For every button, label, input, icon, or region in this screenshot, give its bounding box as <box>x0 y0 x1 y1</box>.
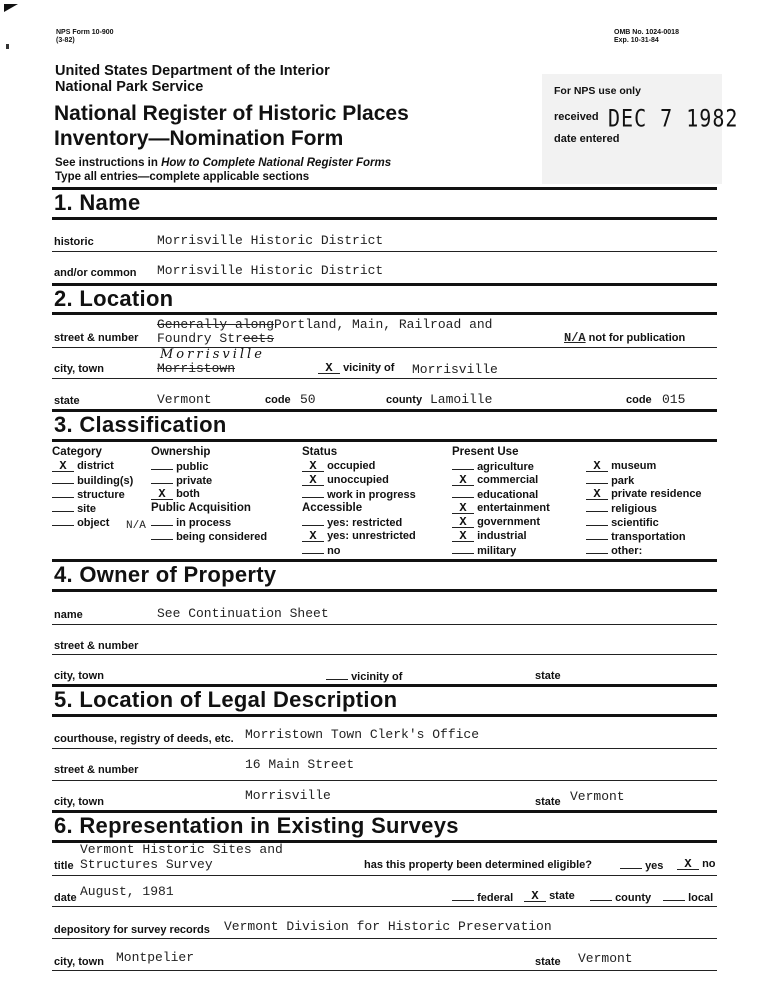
present-use-mark <box>586 543 608 554</box>
depository-label: depository for survey records <box>54 924 210 936</box>
public-acquisition-title: Public Acquisition <box>151 502 251 514</box>
category-item <box>52 515 133 529</box>
courthouse-line <box>52 748 717 749</box>
eligible-no <box>677 858 716 870</box>
owner-city-label: city, town <box>54 670 104 682</box>
status-group <box>302 445 416 557</box>
present-use-item <box>586 515 702 529</box>
ownership-mark <box>151 473 173 484</box>
present-use-mark <box>586 529 608 540</box>
accessible-label: no <box>327 545 341 557</box>
owner-name-label: name <box>54 609 83 621</box>
owner-vicinity-mark <box>326 669 348 680</box>
registry-street-value: 16 Main Street <box>245 757 355 772</box>
street-struck-text: Generally along <box>157 317 275 332</box>
present-use-label: industrial <box>477 530 527 542</box>
ownership-label: public <box>176 461 209 473</box>
survey-title-line2: Structures Survey <box>80 857 213 872</box>
status-item <box>302 487 416 501</box>
category-mark <box>52 473 74 484</box>
date-entered-label: date entered <box>554 133 620 145</box>
historic-value: Morrisville Historic District <box>157 233 384 248</box>
survey-date-line <box>52 906 717 907</box>
state-code-value: 50 <box>300 392 316 407</box>
instructions-line2: Type all entries—complete applicable sections <box>55 171 310 183</box>
category-item <box>52 473 133 487</box>
common-name-value: Morrisville Historic District <box>157 263 384 278</box>
survey-local <box>663 890 713 904</box>
scan-corner-mark <box>4 4 18 12</box>
present-use-mark: X <box>452 517 474 528</box>
present-use-label: commercial <box>477 474 539 486</box>
present-use-item <box>452 543 550 557</box>
survey-state <box>524 890 575 902</box>
category-item <box>52 487 133 501</box>
city-handwritten: Morrisville <box>160 347 265 362</box>
nps-use-title: For NPS use only <box>554 85 641 97</box>
present-use-item <box>586 487 702 501</box>
owner-state-label: state <box>535 670 561 682</box>
present-use-item <box>586 459 702 473</box>
street-struck-text-2: eets <box>242 331 275 346</box>
present-use-item <box>452 487 550 501</box>
survey-city-label: city, town <box>54 956 104 968</box>
present-use-label: agriculture <box>477 461 534 473</box>
ownership-label: private <box>176 475 213 487</box>
section5-header: 5. Location of Legal Description <box>54 687 398 712</box>
not-for-publication <box>564 331 685 345</box>
category-label: structure <box>77 489 125 501</box>
depository-value: Vermont Division for Historic Preservation <box>224 919 552 934</box>
federal-mark <box>452 890 474 901</box>
instructions-guide-title: How to Complete National Register Forms <box>161 157 392 169</box>
vicinity-value: Morrisville <box>412 362 498 377</box>
section3-header-rule <box>52 439 717 442</box>
common-name-label: and/or common <box>54 267 137 279</box>
local-level-mark <box>663 890 685 901</box>
section2-header-rule <box>52 312 717 315</box>
city-struck-text <box>157 361 235 376</box>
county-level-label: county <box>615 892 652 904</box>
accessible-item <box>302 543 416 557</box>
category-item <box>52 501 133 515</box>
present-use-group-1 <box>452 445 550 557</box>
state-label: state <box>54 395 80 407</box>
state-level-label: state <box>549 890 575 902</box>
category-item <box>52 459 133 473</box>
instructions-line1 <box>55 157 391 169</box>
city-label: city, town <box>54 363 104 375</box>
present-use-mark <box>452 487 474 498</box>
county-code-value: 015 <box>662 392 686 407</box>
registry-city-value: Morrisville <box>245 788 331 803</box>
present-use-group-2 <box>586 459 702 557</box>
depository-line <box>52 938 717 939</box>
vicinity-label: vicinity of <box>343 362 395 374</box>
street-value-1: Portland, Main, Railroad and <box>274 317 493 332</box>
survey-city-value: Montpelier <box>116 950 195 965</box>
ownership-item <box>151 459 267 473</box>
status-mark: X <box>302 461 324 472</box>
present-use-mark <box>452 543 474 554</box>
present-use-label: museum <box>611 460 657 472</box>
present-use-item <box>452 501 550 515</box>
ownership-item <box>151 487 267 501</box>
accessible-mark <box>302 515 324 526</box>
eligible-yes-mark <box>620 858 642 869</box>
registry-street-line <box>52 780 717 781</box>
ownership-label: both <box>176 488 200 500</box>
street-label: street & number <box>54 332 139 344</box>
not-for-publication-mark: N/A <box>564 331 586 345</box>
category-group <box>52 445 133 529</box>
present-use-label: transportation <box>611 531 686 543</box>
present-use-mark: X <box>452 475 474 486</box>
city-line <box>52 378 717 379</box>
acquisition-label: in process <box>176 517 232 529</box>
section3-header: 3. Classification <box>54 412 227 437</box>
street-line <box>52 347 717 348</box>
status-mark: X <box>302 475 324 486</box>
department-name: United States Department of the Interior <box>55 63 330 79</box>
form-date: (3-82) <box>56 37 75 44</box>
county-label: county <box>386 394 423 406</box>
form-title-line1: National Register of Historic Places <box>54 102 409 125</box>
ownership-title: Ownership <box>151 446 211 458</box>
owner-name-value: See Continuation Sheet <box>157 606 329 621</box>
present-use-label: government <box>477 516 541 528</box>
accessible-item <box>302 515 416 529</box>
category-label: object <box>77 517 110 529</box>
survey-city-line <box>52 970 717 971</box>
registry-state-label: state <box>535 796 561 808</box>
category-label: building(s) <box>77 475 134 487</box>
present-use-item <box>586 543 702 557</box>
category-mark: X <box>52 461 74 472</box>
owner-vicinity <box>326 669 402 683</box>
present-use-item <box>452 515 550 529</box>
survey-title-line1: Vermont Historic Sites and <box>80 842 283 857</box>
present-use-mark <box>586 473 608 484</box>
survey-date-value: August, 1981 <box>80 884 174 899</box>
present-use-item <box>452 459 550 473</box>
owner-street-label: street & number <box>54 640 139 652</box>
eligible-no-mark: X <box>677 859 699 870</box>
street-line2 <box>157 331 274 346</box>
eligible-question: has this property been determined eligible? <box>364 859 592 871</box>
survey-title-line <box>52 875 717 876</box>
city-struck-value: Morristown <box>157 361 236 376</box>
registry-state-value: Vermont <box>570 789 625 804</box>
section4-header-rule <box>52 589 717 592</box>
received-label: received <box>554 111 599 123</box>
present-use-mark: X <box>452 531 474 542</box>
acquisition-na: N/A <box>126 520 146 532</box>
state-level-mark: X <box>524 891 546 902</box>
present-use-item <box>586 501 702 515</box>
category-mark <box>52 515 74 526</box>
present-use-mark <box>452 459 474 470</box>
street-line1 <box>157 317 492 332</box>
present-use-label: other: <box>611 545 643 557</box>
present-use-mark <box>586 515 608 526</box>
category-title: Category <box>52 446 102 458</box>
present-use-item <box>452 529 550 543</box>
state-value: Vermont <box>157 392 212 407</box>
present-use-mark: X <box>586 461 608 472</box>
section6-header: 6. Representation in Existing Surveys <box>54 813 459 838</box>
present-use-label: educational <box>477 489 539 501</box>
ownership-group <box>151 445 267 543</box>
acquisition-item <box>151 529 267 543</box>
form-number: NPS Form 10-900 <box>56 29 114 36</box>
state-code-label: code <box>265 394 291 406</box>
registry-city-label: city, town <box>54 796 104 808</box>
present-use-mark: X <box>586 489 608 500</box>
present-use-label: private residence <box>611 488 702 500</box>
accessible-item <box>302 529 416 543</box>
present-use-mark: X <box>452 503 474 514</box>
survey-state-value: Vermont <box>578 951 633 966</box>
courthouse-label: courthouse, registry of deeds, etc. <box>54 733 234 745</box>
received-date-stamp: DEC 7 1982 <box>608 103 739 133</box>
not-for-publication-label: not for publication <box>588 332 686 344</box>
survey-federal <box>452 890 513 904</box>
eligible-no-label: no <box>702 858 716 870</box>
category-label: site <box>77 503 97 515</box>
historic-line <box>52 251 717 252</box>
accessible-label: yes: unrestricted <box>327 530 416 542</box>
status-label: work in progress <box>327 489 416 501</box>
omb-expiration: Exp. 10-31-84 <box>614 37 659 44</box>
present-use-label: scientific <box>611 517 659 529</box>
section5-header-rule <box>52 714 717 717</box>
status-item <box>302 473 416 487</box>
street-value-2: Foundry Str <box>157 331 243 346</box>
present-use-title: Present Use <box>452 446 519 458</box>
status-mark <box>302 487 324 498</box>
category-mark <box>52 501 74 512</box>
present-use-label: park <box>611 475 635 487</box>
service-name: National Park Service <box>55 79 204 95</box>
present-use-item <box>586 529 702 543</box>
present-use-item <box>586 473 702 487</box>
category-label: district <box>77 460 114 472</box>
acquisition-label: being considered <box>176 531 268 543</box>
ownership-item <box>151 473 267 487</box>
present-use-label: religious <box>611 503 657 515</box>
section1-header: 1. Name <box>54 190 141 215</box>
form-title-line2: Inventory—Nomination Form <box>54 127 344 150</box>
category-mark <box>52 487 74 498</box>
status-label: unoccupied <box>327 474 389 486</box>
scan-speck <box>6 44 9 49</box>
instructions-prefix: See instructions in <box>55 157 162 169</box>
present-use-label: entertainment <box>477 502 550 514</box>
present-use-label: military <box>477 545 517 557</box>
survey-state-label: state <box>535 956 561 968</box>
historic-label: historic <box>54 236 94 248</box>
accessible-mark <box>302 543 324 554</box>
section1-top-rule <box>52 187 717 190</box>
ownership-mark <box>151 459 173 470</box>
county-level-mark <box>590 890 612 901</box>
present-use-mark <box>586 501 608 512</box>
survey-title-label: title <box>54 860 74 872</box>
county-value: Lamoille <box>430 392 493 407</box>
present-use-item <box>452 473 550 487</box>
accessible-title: Accessible <box>302 502 363 514</box>
owner-street-line <box>52 654 717 655</box>
section4-header: 4. Owner of Property <box>54 562 277 587</box>
survey-county <box>590 890 651 904</box>
courthouse-value: Morristown Town Clerk's Office <box>245 727 480 742</box>
vicinity <box>318 362 394 374</box>
omb-number: OMB No. 1024-0018 <box>614 29 679 36</box>
owner-name-line <box>52 624 717 625</box>
eligible-yes-label: yes <box>645 860 664 872</box>
local-level-label: local <box>688 892 714 904</box>
status-item <box>302 459 416 473</box>
county-code-label: code <box>626 394 652 406</box>
registry-street-label: street & number <box>54 764 139 776</box>
vicinity-mark: X <box>318 363 340 374</box>
ownership-mark: X <box>151 489 173 500</box>
accessible-mark: X <box>302 531 324 542</box>
acquisition-mark <box>151 529 173 540</box>
section2-header: 2. Location <box>54 286 174 311</box>
owner-vicinity-label: vicinity of <box>351 671 403 683</box>
section1-header-rule <box>52 217 717 220</box>
eligible-yes <box>620 858 663 872</box>
accessible-label: yes: restricted <box>327 517 403 529</box>
federal-label: federal <box>477 892 514 904</box>
status-title: Status <box>302 446 338 458</box>
survey-date-label: date <box>54 892 77 904</box>
status-label: occupied <box>327 460 376 472</box>
acquisition-mark <box>151 515 173 526</box>
acquisition-item <box>151 515 267 529</box>
